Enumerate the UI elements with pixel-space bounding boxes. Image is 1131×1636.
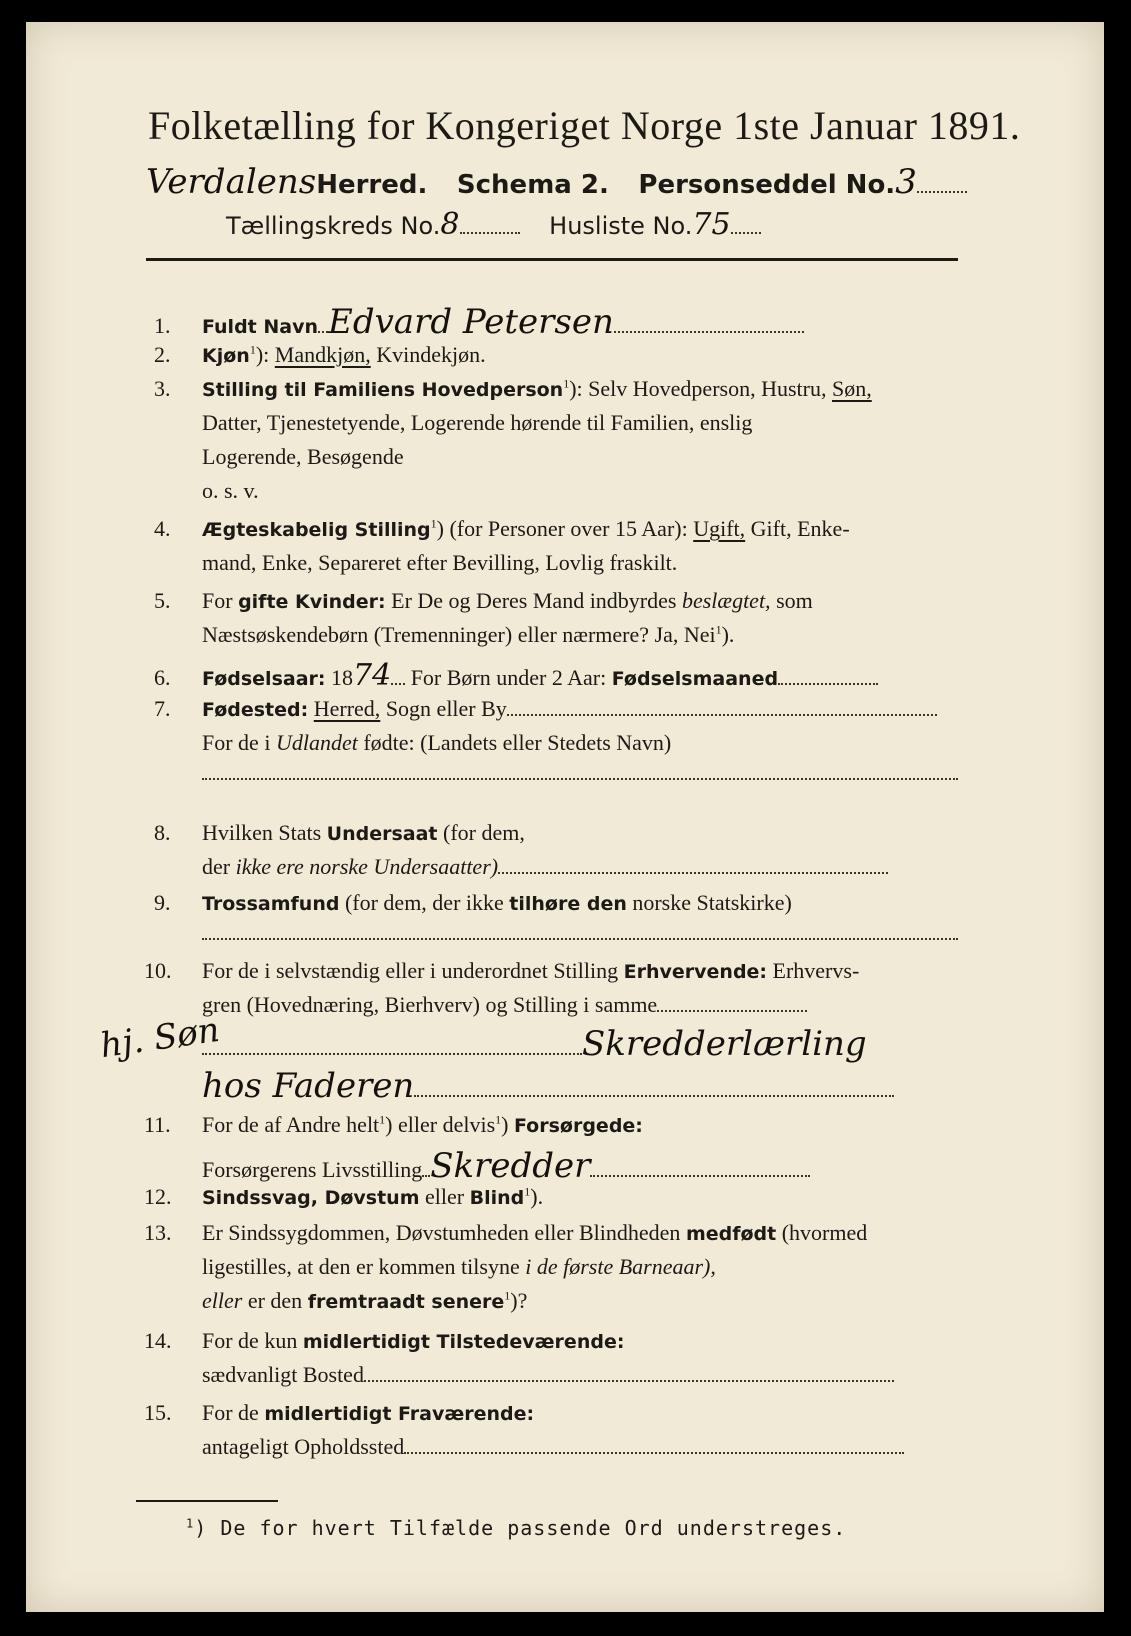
full-name-value: Edvard Petersen — [328, 302, 614, 342]
herred-line — [146, 162, 967, 202]
item-14-line2: sædvanligt Bosted — [202, 1362, 894, 1388]
item-13-line3: eller er den fremtraadt senere$^1$)? — [202, 1288, 528, 1313]
item-10: 10. For de i selvstændig eller i underordnet Stilling Erhvervende: Erhvervs- — [144, 958, 860, 983]
item-15-line2: antageligt Opholdssted — [202, 1434, 904, 1460]
provider-value: Skredder — [430, 1146, 591, 1186]
item-2: 2. Kjøn$^1$): Mandkjøn, Kvindekjøn. — [154, 342, 486, 367]
personseddel-label: Personseddel No. — [638, 170, 896, 200]
herred-value: Verdalens — [146, 162, 317, 202]
footnote-rule — [136, 1500, 278, 1502]
header-rule — [146, 258, 958, 261]
birthplace-selected: Herred, — [313, 696, 381, 721]
stilling-selected: Søn, — [831, 376, 872, 401]
item-13: 13. Er Sindssygdommen, Døvstumheden eller Blindheden medfødt (hvormed — [144, 1220, 868, 1245]
item-10-line2: gren (Hovednæring, Bierhverv) og Stilling i samme — [202, 992, 807, 1018]
item-6: 6. Fødselsaar: 1874 For Børn under 2 Aar: Fødselsmaaned — [154, 658, 878, 693]
form-title: Folketælling for Kongeriget Norge 1ste Januar 1891. — [148, 103, 1021, 148]
item-4-line2: mand, Enke, Separeret efter Bevilling, Lovlig fraskilt. — [202, 550, 678, 575]
item-12: 12. Sindssvag, Døvstum eller Blind$^1$). — [144, 1184, 544, 1209]
item-3-line4: o. s. v. — [202, 478, 259, 503]
item-3-line3: Logerende, Besøgende — [202, 444, 404, 469]
item-9: 9. Trossamfund (for dem, der ikke tilhøre den norske Statskirke) — [154, 890, 792, 915]
item-10-line3 — [202, 1024, 867, 1064]
item-11-line2: Forsørgerens Livsstilling Skredder — [202, 1146, 810, 1186]
herred-label: Herred. — [316, 170, 428, 200]
item-7-line2: For de i Udlandet fødte: (Landets eller Stedets Navn) — [202, 730, 672, 755]
item-4: 4. Ægteskabelig Stilling$^1$) (for Personer over 15 Aar): Ugift, Gift, Enke- — [154, 516, 850, 541]
footnote: $^1$) De for hvert Tilfælde passende Ord understreges. — [186, 1516, 847, 1540]
kjon-selected: Mandkjøn, — [274, 342, 371, 367]
item-15: 15. For de midlertidigt Fraværende: — [144, 1400, 535, 1425]
occupation-value: Skredderlærling — [582, 1024, 867, 1064]
personseddel-value: 3 — [895, 162, 917, 202]
item-5-line2: Næstsøskendebørn (Tremenninger) eller nærmere? Ja, Nei$^1$). — [202, 622, 735, 647]
marital-selected: Ugift, — [693, 516, 746, 541]
census-form-page — [26, 22, 1104, 1612]
item-3-line2: Datter, Tjenestetyende, Logerende hørende til Familien, enslig — [202, 410, 753, 435]
schema-label: Schema 2. — [456, 170, 609, 200]
kreds-label: Tællingskreds No. — [226, 212, 441, 240]
occupation-value-2: hos Faderen — [202, 1066, 415, 1106]
margin-note: hj. Søn — [97, 1009, 222, 1067]
birth-year-value: 74 — [353, 658, 392, 693]
item-14: 14. For de kun midlertidigt Tilstedeværende: — [144, 1328, 625, 1353]
item-11: 11. For de af Andre helt$^1$) eller delvis$^1$) Forsørgede: — [144, 1112, 643, 1137]
item-3: 3. Stilling til Familiens Hovedperson$^1$): Selv Hovedperson, Hustru, Søn, — [154, 376, 872, 401]
husliste-value: 75 — [692, 207, 731, 242]
item-7: 7. Fødested: Herred, Sogn eller By — [154, 696, 937, 722]
kreds-line — [226, 207, 761, 242]
item-8: 8. Hvilken Stats Undersaat (for dem, — [154, 820, 525, 845]
item-5: 5. For gifte Kvinder: Er De og Deres Mand indbyrdes beslægtet, som — [154, 588, 813, 613]
item-8-line2: der ikke ere norske Undersaatter) — [202, 854, 888, 880]
kreds-value: 8 — [440, 207, 460, 242]
item-13-line2: ligestilles, at den er kommen tilsyne i de første Barneaar), — [202, 1254, 716, 1279]
husliste-label: Husliste No. — [549, 212, 693, 240]
item-10-line4 — [202, 1066, 894, 1106]
item-1: 1. Fuldt Navn Edvard Petersen — [154, 302, 804, 342]
